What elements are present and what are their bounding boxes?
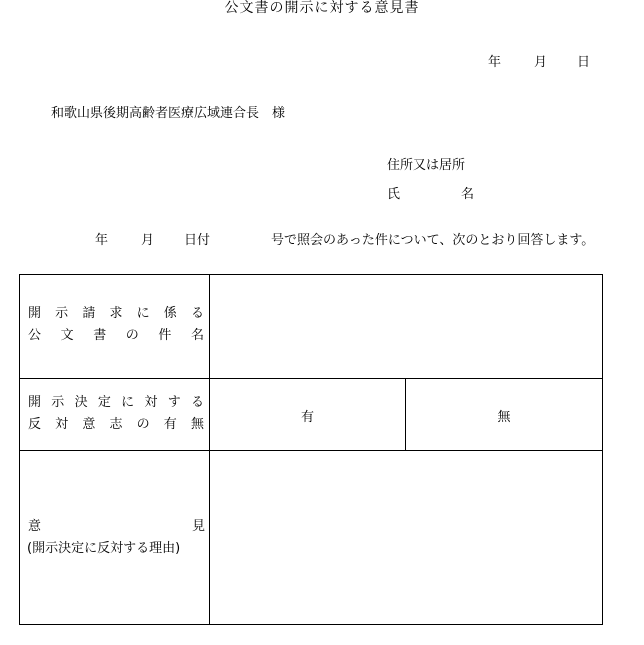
no-option[interactable]: 無 (497, 410, 511, 425)
label-char: の (125, 328, 139, 343)
label-char: 志 (109, 417, 123, 432)
label-char: 反 (28, 417, 42, 432)
label-char: に (136, 306, 150, 321)
intro-year: 年 (95, 233, 109, 248)
date-year-label: 年 (488, 55, 502, 70)
label-char: 定 (97, 395, 111, 410)
addressee: 和歌山県後期高齢者医療広域連合長 様 (51, 106, 286, 121)
intro-text: 号で照会のあった件について、次のとおり回答します。 (271, 233, 595, 248)
name-label-2: 名 (461, 187, 475, 202)
address-label: 住所又は居所 (387, 158, 466, 173)
label-char: る (190, 395, 204, 410)
label-char: 公 (28, 328, 42, 343)
opinion-label-left: 意 (28, 519, 42, 534)
row-divider-1 (20, 378, 602, 379)
opinion-value-cell[interactable] (210, 451, 602, 624)
subject-label (28, 303, 204, 347)
label-char: 件 (158, 328, 172, 343)
label-char: 有 (163, 417, 177, 432)
label-char: 文 (60, 328, 74, 343)
label-char: 係 (163, 306, 177, 321)
label-char: 示 (51, 395, 65, 410)
intro-day: 日付 (184, 233, 211, 248)
label-char: 無 (190, 417, 204, 432)
date-day-label: 日 (577, 55, 591, 70)
label-char: 名 (190, 328, 204, 343)
label-char: 意 (82, 417, 96, 432)
label-char: 請 (82, 306, 96, 321)
subject-value-cell[interactable] (210, 275, 602, 378)
label-char: 対 (55, 417, 69, 432)
objection-label (28, 392, 204, 436)
label-char: 示 (55, 306, 69, 321)
date-month-label: 月 (534, 55, 548, 70)
label-char: の (136, 417, 150, 432)
name-label-1: 氏 (387, 187, 401, 202)
label-char: 開 (28, 395, 42, 410)
opinion-table (19, 274, 603, 625)
intro-month: 月 (141, 233, 155, 248)
label-char: る (190, 306, 204, 321)
label-char: 求 (109, 306, 123, 321)
label-char: す (167, 395, 181, 410)
label-char: 決 (74, 395, 88, 410)
opinion-note: (開示決定に反対する理由) (27, 541, 181, 556)
opinion-label-right: 見 (192, 519, 206, 534)
label-char: 開 (28, 306, 42, 321)
label-char: に (121, 395, 135, 410)
yes-option[interactable]: 有 (300, 410, 314, 425)
label-char: 対 (144, 395, 158, 410)
page-title: 公文書の開示に対する意見書 (224, 0, 420, 16)
label-char: 書 (93, 328, 107, 343)
